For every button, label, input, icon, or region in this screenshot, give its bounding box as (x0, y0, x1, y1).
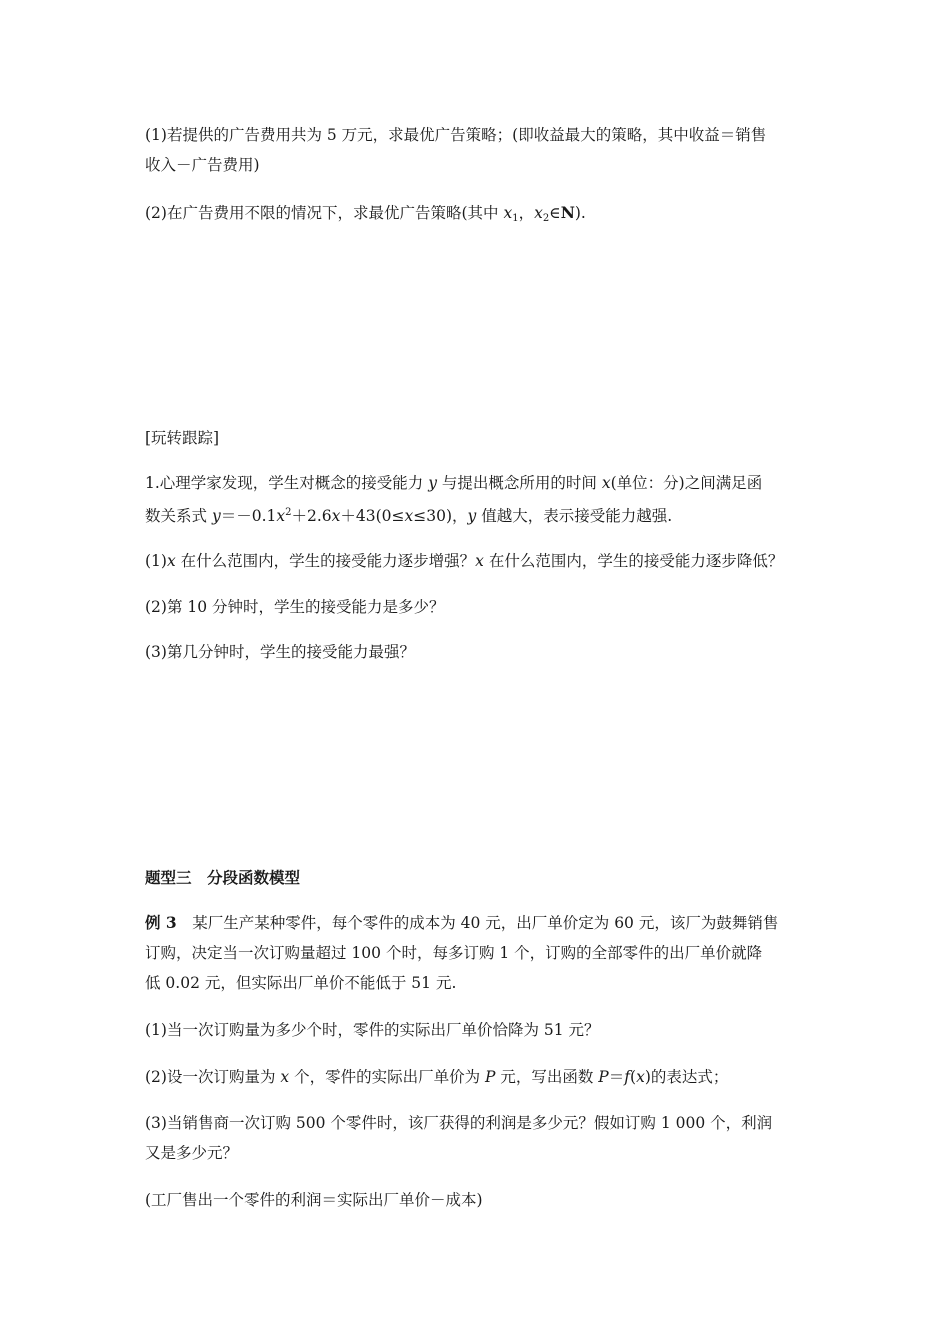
text-span: ＋2.6 (291, 507, 332, 525)
part1-q2 (145, 198, 835, 234)
tracking-heading: [玩转跟踪] (145, 429, 220, 447)
text-span: ). (574, 204, 586, 222)
text-span: ＋43(0≤ (340, 507, 405, 525)
example3-q3-line2: 又是多少元？ (145, 1144, 239, 1162)
example3-line2: 订购，决定当一次订购量超过 100 个时，每多订购 1 个，订购的全部零件的出厂单价就降 (145, 944, 763, 962)
part1-q1-line1: (1)若提供的广告费用共为 5 万元，求最优广告策略；(即收益最大的策略，其中收益＝销售 (145, 126, 767, 144)
tracking-q3: (3)第几分钟时，学生的接受能力最强？ (145, 643, 415, 661)
var-y: y (467, 507, 477, 525)
text-span: 数关系式 (145, 507, 212, 525)
var-x: x (636, 1068, 645, 1086)
example3-line3: 低 0.02 元，但实际出厂单价不能低于 51 元. (145, 974, 457, 992)
text-span: (2)设一次订购量为 (145, 1068, 281, 1086)
text-span: 1.心理学家发现，学生对概念的接受能力 (145, 474, 429, 492)
text-span: 在什么范围内，学生的接受能力逐步增强？ (175, 552, 476, 570)
text-span: 在什么范围内，学生的接受能力逐步降低？ (483, 552, 784, 570)
section3-heading: 题型三 分段函数模型 (145, 869, 301, 887)
text-span: ＝ (608, 1068, 625, 1086)
text-span: ， (518, 204, 535, 222)
example3-q3-line1: (3)当销售商一次订购 500 个零件时，该厂获得的利润是多少元？假如订购 1 000 个，利润 (145, 1114, 773, 1132)
set-N: N (560, 203, 575, 222)
var-x: x (331, 507, 341, 525)
text-span: 与提出概念所用的时间 (436, 474, 602, 492)
var-x2: x (534, 204, 543, 222)
example3-note: (工厂售出一个零件的利润＝实际出厂单价－成本) (145, 1191, 483, 1209)
var-x: x (601, 474, 611, 492)
text-span: )的表达式； (644, 1068, 729, 1086)
tracking-problem-line1 (145, 468, 835, 498)
text-span: (单位：分)之间满足函 (610, 474, 763, 492)
text-span: (1) (145, 552, 167, 570)
example-label: 例 3 (145, 913, 177, 932)
text-span: 值越大，表示接受能力越强. (476, 507, 673, 525)
var-x: x (280, 1068, 290, 1086)
text-span: ＝－0.1 (220, 507, 277, 525)
text-span: ≤30)， (413, 507, 468, 525)
example3-q1: (1)当一次订购量为多少个时，零件的实际出厂单价恰降为 51 元？ (145, 1021, 600, 1039)
text-span: 某厂生产某种零件，每个零件的成本为 40 元，出厂单价定为 60 元，该厂为鼓舞销售 (176, 914, 779, 932)
sub-1: 1 (512, 213, 519, 224)
var-x: x (166, 552, 176, 570)
var-x1: x (503, 204, 513, 222)
text-span: ∈ (549, 204, 561, 222)
sub-2: 2 (542, 213, 550, 224)
part1-q1-line2: 收入－广告费用) (145, 156, 260, 174)
text-span: (2)在广告费用不限的情况下，求最优广告策略(其中 (145, 204, 504, 222)
text-span: 元，写出函数 (495, 1068, 599, 1086)
var-f: f (624, 1068, 630, 1086)
sup-2: 2 (285, 507, 292, 518)
var-x: x (475, 552, 484, 570)
var-y: y (211, 507, 221, 525)
var-x: x (276, 507, 286, 525)
tracking-q1 (145, 546, 845, 576)
var-x: x (404, 507, 414, 525)
text-span: ( (630, 1068, 637, 1086)
example3-q2 (145, 1062, 835, 1092)
var-P: P (485, 1068, 496, 1086)
var-y: y (428, 474, 437, 492)
text-span: 个，零件的实际出厂单价为 (289, 1068, 485, 1086)
example3-line1 (145, 908, 835, 938)
var-P: P (598, 1068, 609, 1086)
tracking-q2: (2)第 10 分钟时，学生的接受能力是多少？ (145, 598, 445, 616)
tracking-problem-line2 (145, 498, 835, 531)
